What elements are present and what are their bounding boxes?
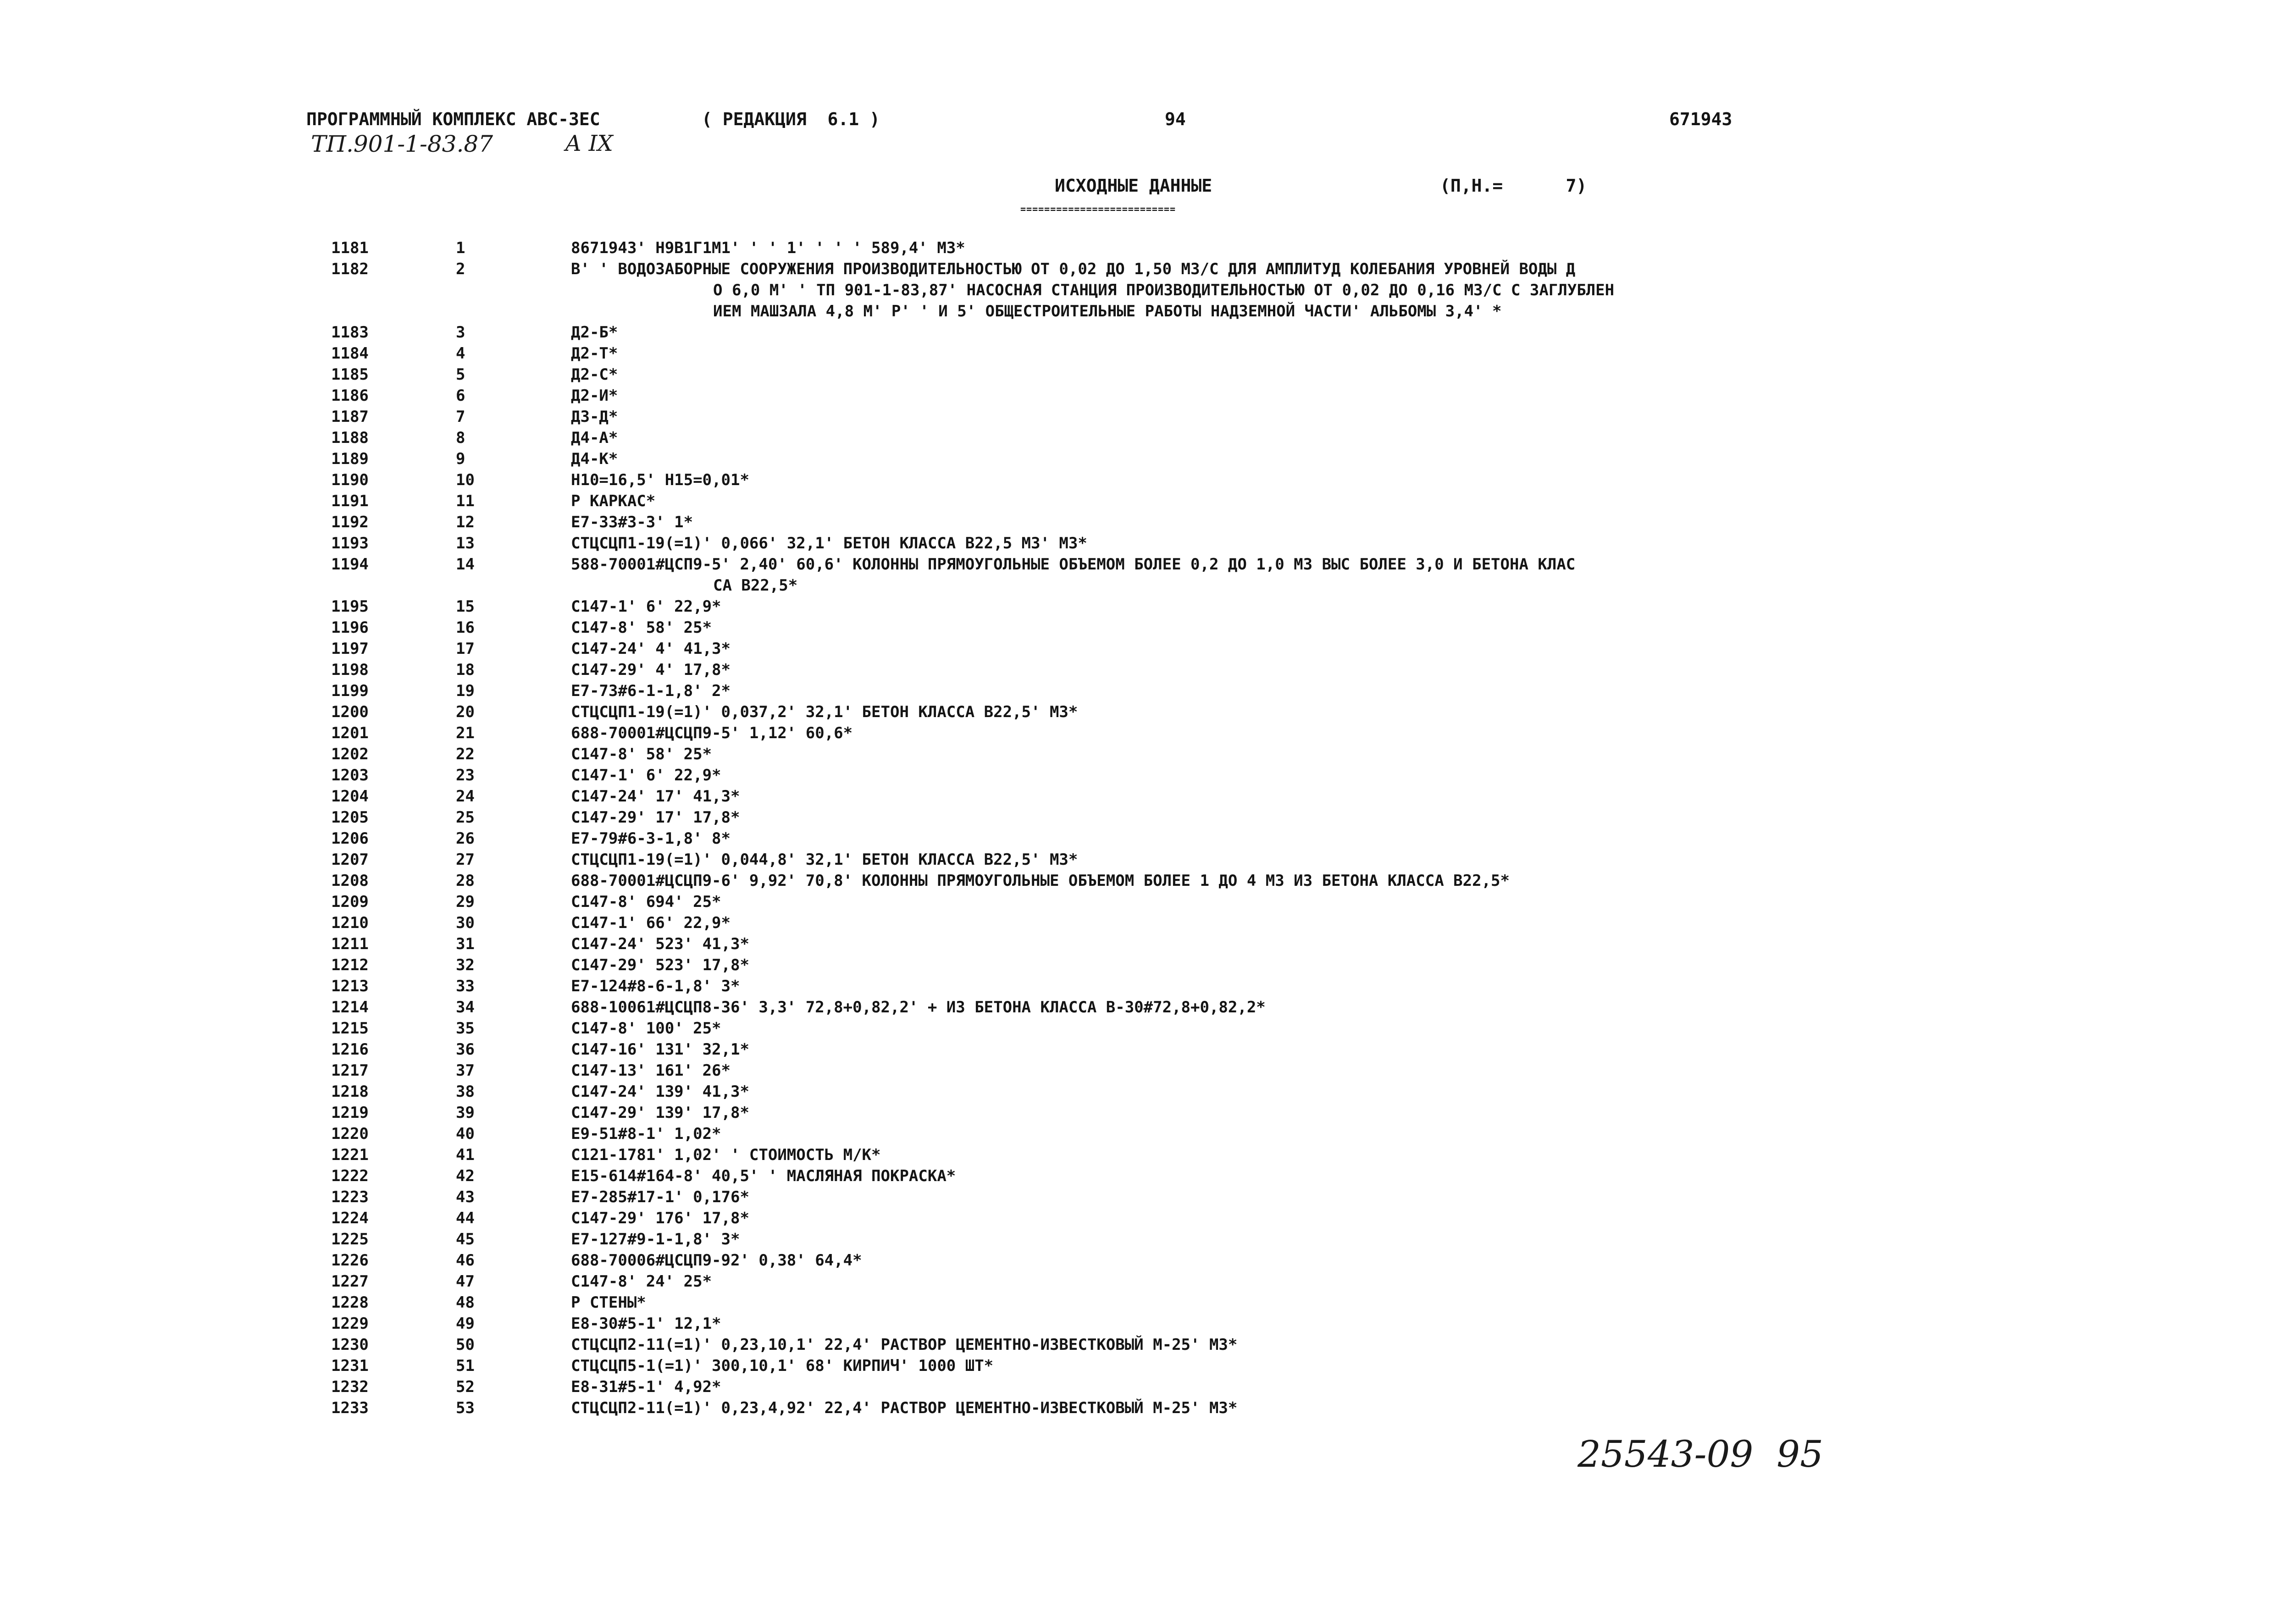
list-item (0, 448, 2275, 470)
record-number: 47 (456, 1272, 475, 1291)
line-number: 1213 (331, 977, 369, 995)
line-number: 1196 (331, 619, 369, 637)
record-text-continuation: СА В22,5* (713, 576, 798, 595)
record-number: 35 (456, 1019, 475, 1038)
record-text: Д4-А* (571, 429, 618, 447)
record-number: 5 (456, 365, 465, 384)
list-item (0, 512, 2275, 533)
list-item (0, 828, 2275, 849)
list-item (0, 680, 2275, 702)
list-item (0, 1250, 2275, 1271)
list-item (0, 1187, 2275, 1208)
record-number: 34 (456, 998, 475, 1016)
record-number: 29 (456, 893, 475, 911)
list-item (0, 638, 2275, 659)
line-number: 1207 (331, 851, 369, 869)
list-item (0, 744, 2275, 765)
data-listing (0, 238, 2275, 1419)
line-number: 1211 (331, 935, 369, 953)
line-number: 1203 (331, 766, 369, 784)
record-text-continuation: ИЕМ МАШЗАЛА 4,8 М' Р' ' И 5' ОБЩЕСТРОИТЕЛЬНЫЕ РАБОТЫ НАДЗЕМНОЙ ЧАСТИ' АЛЬБОМЫ 3,4' * (713, 302, 1502, 320)
record-text: С147-16' 131' 32,1* (571, 1040, 749, 1059)
list-item (0, 849, 2275, 870)
record-number: 16 (456, 619, 475, 637)
record-number: 25 (456, 808, 475, 827)
record-text: СТЦСЦП1-19(=1)' 0,066' 32,1' БЕТОН КЛАССА В22,5 М3' М3* (571, 534, 1087, 552)
line-number: 1215 (331, 1019, 369, 1038)
record-number: 46 (456, 1251, 475, 1270)
line-number: 1181 (331, 239, 369, 257)
list-item (0, 617, 2275, 638)
record-number: 32 (456, 956, 475, 974)
list-item (0, 1376, 2275, 1398)
line-number: 1223 (331, 1188, 369, 1206)
list-item (0, 1398, 2275, 1419)
record-text: 688-70001#ЦСЦП9-5' 1,12' 60,6* (571, 724, 853, 742)
list-item (0, 1102, 2275, 1123)
record-text: Д4-К* (571, 450, 618, 468)
record-text: С147-1' 6' 22,9* (571, 597, 721, 616)
line-number: 1225 (331, 1230, 369, 1248)
list-item (0, 1039, 2275, 1060)
record-number: 38 (456, 1083, 475, 1101)
list-item (0, 554, 2275, 596)
line-number: 1230 (331, 1336, 369, 1354)
record-number: 36 (456, 1040, 475, 1059)
line-number: 1204 (331, 787, 369, 806)
record-text: Д2-С* (571, 365, 618, 384)
line-number: 1198 (331, 661, 369, 679)
record-number: 4 (456, 344, 465, 363)
record-text: СТЦСЦП2-11(=1)' 0,23,10,1' 22,4' РАСТВОР ЦЕМЕНТНО-ИЗВЕСТКОВЫЙ М-25' М3* (571, 1336, 1238, 1354)
record-number: 26 (456, 829, 475, 848)
line-number: 1202 (331, 745, 369, 763)
list-item (0, 723, 2275, 744)
record-number: 6 (456, 387, 465, 405)
record-number: 9 (456, 450, 465, 468)
line-number: 1193 (331, 534, 369, 552)
line-number: 1185 (331, 365, 369, 384)
record-text: Е15-614#164-8' 40,5' ' МАСЛЯНАЯ ПОКРАСКА* (571, 1167, 956, 1185)
record-number: 23 (456, 766, 475, 784)
list-item (0, 702, 2275, 723)
record-text-continuation: О 6,0 М' ' ТП 901-1-83,87' НАСОСНАЯ СТАНЦИЯ ПРОИЗВОДИТЕЛЬНОСТЬЮ ОТ 0,02 ДО 0,16 М3/С С ЗАГЛУБЛЕН (713, 281, 1615, 299)
record-number: 11 (456, 492, 475, 510)
list-item (0, 765, 2275, 786)
record-text: С121-1781' 1,02' ' СТОИМОСТЬ М/К* (571, 1146, 881, 1164)
line-number: 1227 (331, 1272, 369, 1291)
title-underline: ========================== (1020, 204, 1176, 215)
record-text: С147-8' 58' 25* (571, 619, 712, 637)
record-number: 52 (456, 1378, 475, 1396)
list-item (0, 786, 2275, 807)
line-number: 1218 (331, 1083, 369, 1101)
line-number: 1184 (331, 344, 369, 363)
record-number: 1 (456, 239, 465, 257)
line-number: 1232 (331, 1378, 369, 1396)
program-name: ПРОГРАММНЫЙ КОМПЛЕКС АВС-3ЕС (306, 109, 600, 129)
list-item (0, 1018, 2275, 1039)
line-number: 1194 (331, 555, 369, 574)
line-number: 1220 (331, 1125, 369, 1143)
list-item (0, 1313, 2275, 1334)
list-item (0, 1166, 2275, 1187)
record-text: Е8-31#5-1' 4,92* (571, 1378, 721, 1396)
record-number: 22 (456, 745, 475, 763)
record-text: Е8-30#5-1' 12,1* (571, 1315, 721, 1333)
list-item (0, 934, 2275, 955)
line-number: 1208 (331, 872, 369, 890)
record-text: С147-8' 24' 25* (571, 1272, 712, 1291)
line-number: 1210 (331, 914, 369, 932)
record-text: В' ' ВОДОЗАБОРНЫЕ СООРУЖЕНИЯ ПРОИЗВОДИТЕЛЬНОСТЬЮ ОТ 0,02 ДО 1,50 М3/С ДЛЯ АМПЛИТУД КОЛЕБАНИЯ УРОВНЕЙ ВОДЫ Д (571, 260, 1576, 278)
list-item (0, 322, 2275, 343)
record-text: С147-1' 66' 22,9* (571, 914, 731, 932)
record-number: 31 (456, 935, 475, 953)
record-number: 30 (456, 914, 475, 932)
record-text: СТЦСЦП1-19(=1)' 0,037,2' 32,1' БЕТОН КЛАССА В22,5' М3* (571, 703, 1078, 721)
record-text: Е7-127#9-1-1,8' 3* (571, 1230, 740, 1248)
list-item (0, 1060, 2275, 1081)
record-number: 53 (456, 1399, 475, 1417)
list-item (0, 533, 2275, 554)
list-item (0, 406, 2275, 427)
record-text: Д2-Т* (571, 344, 618, 363)
record-number: 7 (456, 408, 465, 426)
list-item (0, 807, 2275, 828)
line-number: 1182 (331, 260, 369, 278)
record-number: 40 (456, 1125, 475, 1143)
edition-label: ( РЕДАКЦИЯ 6.1 ) (702, 109, 880, 129)
list-item (0, 1081, 2275, 1102)
record-text: 688-70006#ЦСЦП9-92' 0,38' 64,4* (571, 1251, 862, 1270)
record-number: 27 (456, 851, 475, 869)
line-number: 1199 (331, 682, 369, 700)
record-text: С147-29' 176' 17,8* (571, 1209, 749, 1227)
record-text: С147-8' 100' 25* (571, 1019, 721, 1038)
record-text: С147-29' 139' 17,8* (571, 1104, 749, 1122)
line-number: 1231 (331, 1357, 369, 1375)
record-number: 13 (456, 534, 475, 552)
record-text: 8671943' Н9В1Г1М1' ' ' 1' ' ' ' 589,4' М3* (571, 239, 965, 257)
line-number: 1229 (331, 1315, 369, 1333)
record-number: 17 (456, 640, 475, 658)
list-item (0, 1144, 2275, 1166)
record-text: Е7-285#17-1' 0,176* (571, 1188, 749, 1206)
record-number: 19 (456, 682, 475, 700)
line-number: 1222 (331, 1167, 369, 1185)
record-text: С147-8' 694' 25* (571, 893, 721, 911)
line-number: 1209 (331, 893, 369, 911)
record-text: Е9-51#8-1' 1,02* (571, 1125, 721, 1143)
list-item (0, 1229, 2275, 1250)
list-item (0, 343, 2275, 364)
record-text: Е7-33#3-3' 1* (571, 513, 693, 531)
record-number: 49 (456, 1315, 475, 1333)
list-item (0, 259, 2275, 322)
record-number: 33 (456, 977, 475, 995)
line-number: 1192 (331, 513, 369, 531)
line-number: 1183 (331, 323, 369, 342)
record-number: 43 (456, 1188, 475, 1206)
record-text: 588-70001#ЦСП9-5' 2,40' 60,6' КОЛОННЫ ПРЯМОУГОЛЬНЫЕ ОБЪЕМОМ БОЛЕЕ 0,2 ДО 1,0 М3 ВЫС БОЛЕЕ 3,0 И БЕТОНА КЛАС (571, 555, 1576, 574)
list-item (0, 659, 2275, 680)
album-number-handwritten: А IX (565, 131, 613, 156)
record-text: 688-10061#ЦСЦП8-36' 3,3' 72,8+0,82,2' + ИЗ БЕТОНА КЛАССА В-30#72,8+0,82,2* (571, 998, 1266, 1016)
list-item (0, 491, 2275, 512)
list-item (0, 1271, 2275, 1292)
line-number: 1200 (331, 703, 369, 721)
list-item (0, 470, 2275, 491)
record-text: СТЦСЦП5-1(=1)' 300,10,1' 68' КИРПИЧ' 1000 ШТ* (571, 1357, 994, 1375)
record-number: 44 (456, 1209, 475, 1227)
record-text: С147-24' 523' 41,3* (571, 935, 749, 953)
list-item (0, 427, 2275, 448)
line-number: 1233 (331, 1399, 369, 1417)
project-number-handwritten: ТП.901-1-83.87 (311, 131, 493, 157)
line-number: 1186 (331, 387, 369, 405)
document-code: 671943 (1669, 109, 1733, 129)
line-number: 1206 (331, 829, 369, 848)
record-text: Е7-124#8-6-1,8' 3* (571, 977, 740, 995)
line-number: 1216 (331, 1040, 369, 1059)
record-number: 39 (456, 1104, 475, 1122)
list-item (0, 238, 2275, 259)
record-number: 50 (456, 1336, 475, 1354)
record-number: 28 (456, 872, 475, 890)
line-number: 1224 (331, 1209, 369, 1227)
record-text: С147-24' 17' 41,3* (571, 787, 740, 806)
record-number: 37 (456, 1061, 475, 1080)
record-text: С147-8' 58' 25* (571, 745, 712, 763)
record-text: СТЦСЦП2-11(=1)' 0,23,4,92' 22,4' РАСТВОР ЦЕМЕНТНО-ИЗВЕСТКОВЫЙ М-25' М3* (571, 1399, 1238, 1417)
record-text: С147-24' 4' 41,3* (571, 640, 731, 658)
record-number: 51 (456, 1357, 475, 1375)
list-item (0, 955, 2275, 976)
list-item (0, 1334, 2275, 1355)
line-number: 1221 (331, 1146, 369, 1164)
record-text: СТЦСЦП1-19(=1)' 0,044,8' 32,1' БЕТОН КЛАССА В22,5' М3* (571, 851, 1078, 869)
line-number: 1190 (331, 471, 369, 489)
record-number: 3 (456, 323, 465, 342)
record-text: Р КАРКАС* (571, 492, 656, 510)
page-number: 94 (1165, 109, 1186, 129)
line-number: 1188 (331, 429, 369, 447)
record-number: 14 (456, 555, 475, 574)
record-text: Р СТЕНЫ* (571, 1293, 646, 1312)
list-item (0, 997, 2275, 1018)
record-text: Н10=16,5' Н15=0,01* (571, 471, 749, 489)
record-number: 24 (456, 787, 475, 806)
list-item (0, 870, 2275, 891)
record-number: 48 (456, 1293, 475, 1312)
line-number: 1219 (331, 1104, 369, 1122)
list-item (0, 385, 2275, 406)
record-text: Д2-Б* (571, 323, 618, 342)
record-number: 8 (456, 429, 465, 447)
record-text: 688-70001#ЦСЦП9-6' 9,92' 70,8' КОЛОННЫ ПРЯМОУГОЛЬНЫЕ ОБЪЕМОМ БОЛЕЕ 1 ДО 4 М3 ИЗ БЕТОНА КЛАССА В22,5* (571, 872, 1510, 890)
record-text: С147-1' 6' 22,9* (571, 766, 721, 784)
record-text: С147-24' 139' 41,3* (571, 1083, 749, 1101)
record-number: 18 (456, 661, 475, 679)
line-number: 1189 (331, 450, 369, 468)
record-text: Е7-79#6-3-1,8' 8* (571, 829, 731, 848)
record-text: С147-29' 4' 17,8* (571, 661, 731, 679)
record-text: С147-13' 161' 26* (571, 1061, 731, 1080)
archive-number-handwritten: 25543-09 95 (1578, 1433, 1823, 1475)
line-number: 1201 (331, 724, 369, 742)
record-number: 41 (456, 1146, 475, 1164)
record-number: 2 (456, 260, 465, 278)
list-item (0, 364, 2275, 385)
record-text: С147-29' 17' 17,8* (571, 808, 740, 827)
record-number: 10 (456, 471, 475, 489)
list-item (0, 976, 2275, 997)
record-number: 21 (456, 724, 475, 742)
section-title: ИСХОДНЫЕ ДАННЫЕ (1055, 176, 1212, 196)
line-number: 1228 (331, 1293, 369, 1312)
line-number: 1205 (331, 808, 369, 827)
list-item (0, 912, 2275, 934)
record-number: 42 (456, 1167, 475, 1185)
list-item (0, 1355, 2275, 1376)
line-number: 1217 (331, 1061, 369, 1080)
line-number: 1214 (331, 998, 369, 1016)
record-number: 20 (456, 703, 475, 721)
line-number: 1187 (331, 408, 369, 426)
record-text: Е7-73#6-1-1,8' 2* (571, 682, 731, 700)
record-text: Д3-Д* (571, 408, 618, 426)
list-item (0, 596, 2275, 617)
line-number: 1197 (331, 640, 369, 658)
line-number: 1191 (331, 492, 369, 510)
list-item (0, 1123, 2275, 1144)
list-item (0, 891, 2275, 912)
record-text: Д2-И* (571, 387, 618, 405)
pn-indicator: (П,Н.= 7) (1440, 176, 1587, 196)
line-number: 1195 (331, 597, 369, 616)
record-number: 45 (456, 1230, 475, 1248)
record-number: 15 (456, 597, 475, 616)
record-number: 12 (456, 513, 475, 531)
line-number: 1226 (331, 1251, 369, 1270)
list-item (0, 1208, 2275, 1229)
record-text: С147-29' 523' 17,8* (571, 956, 749, 974)
line-number: 1212 (331, 956, 369, 974)
list-item (0, 1292, 2275, 1313)
